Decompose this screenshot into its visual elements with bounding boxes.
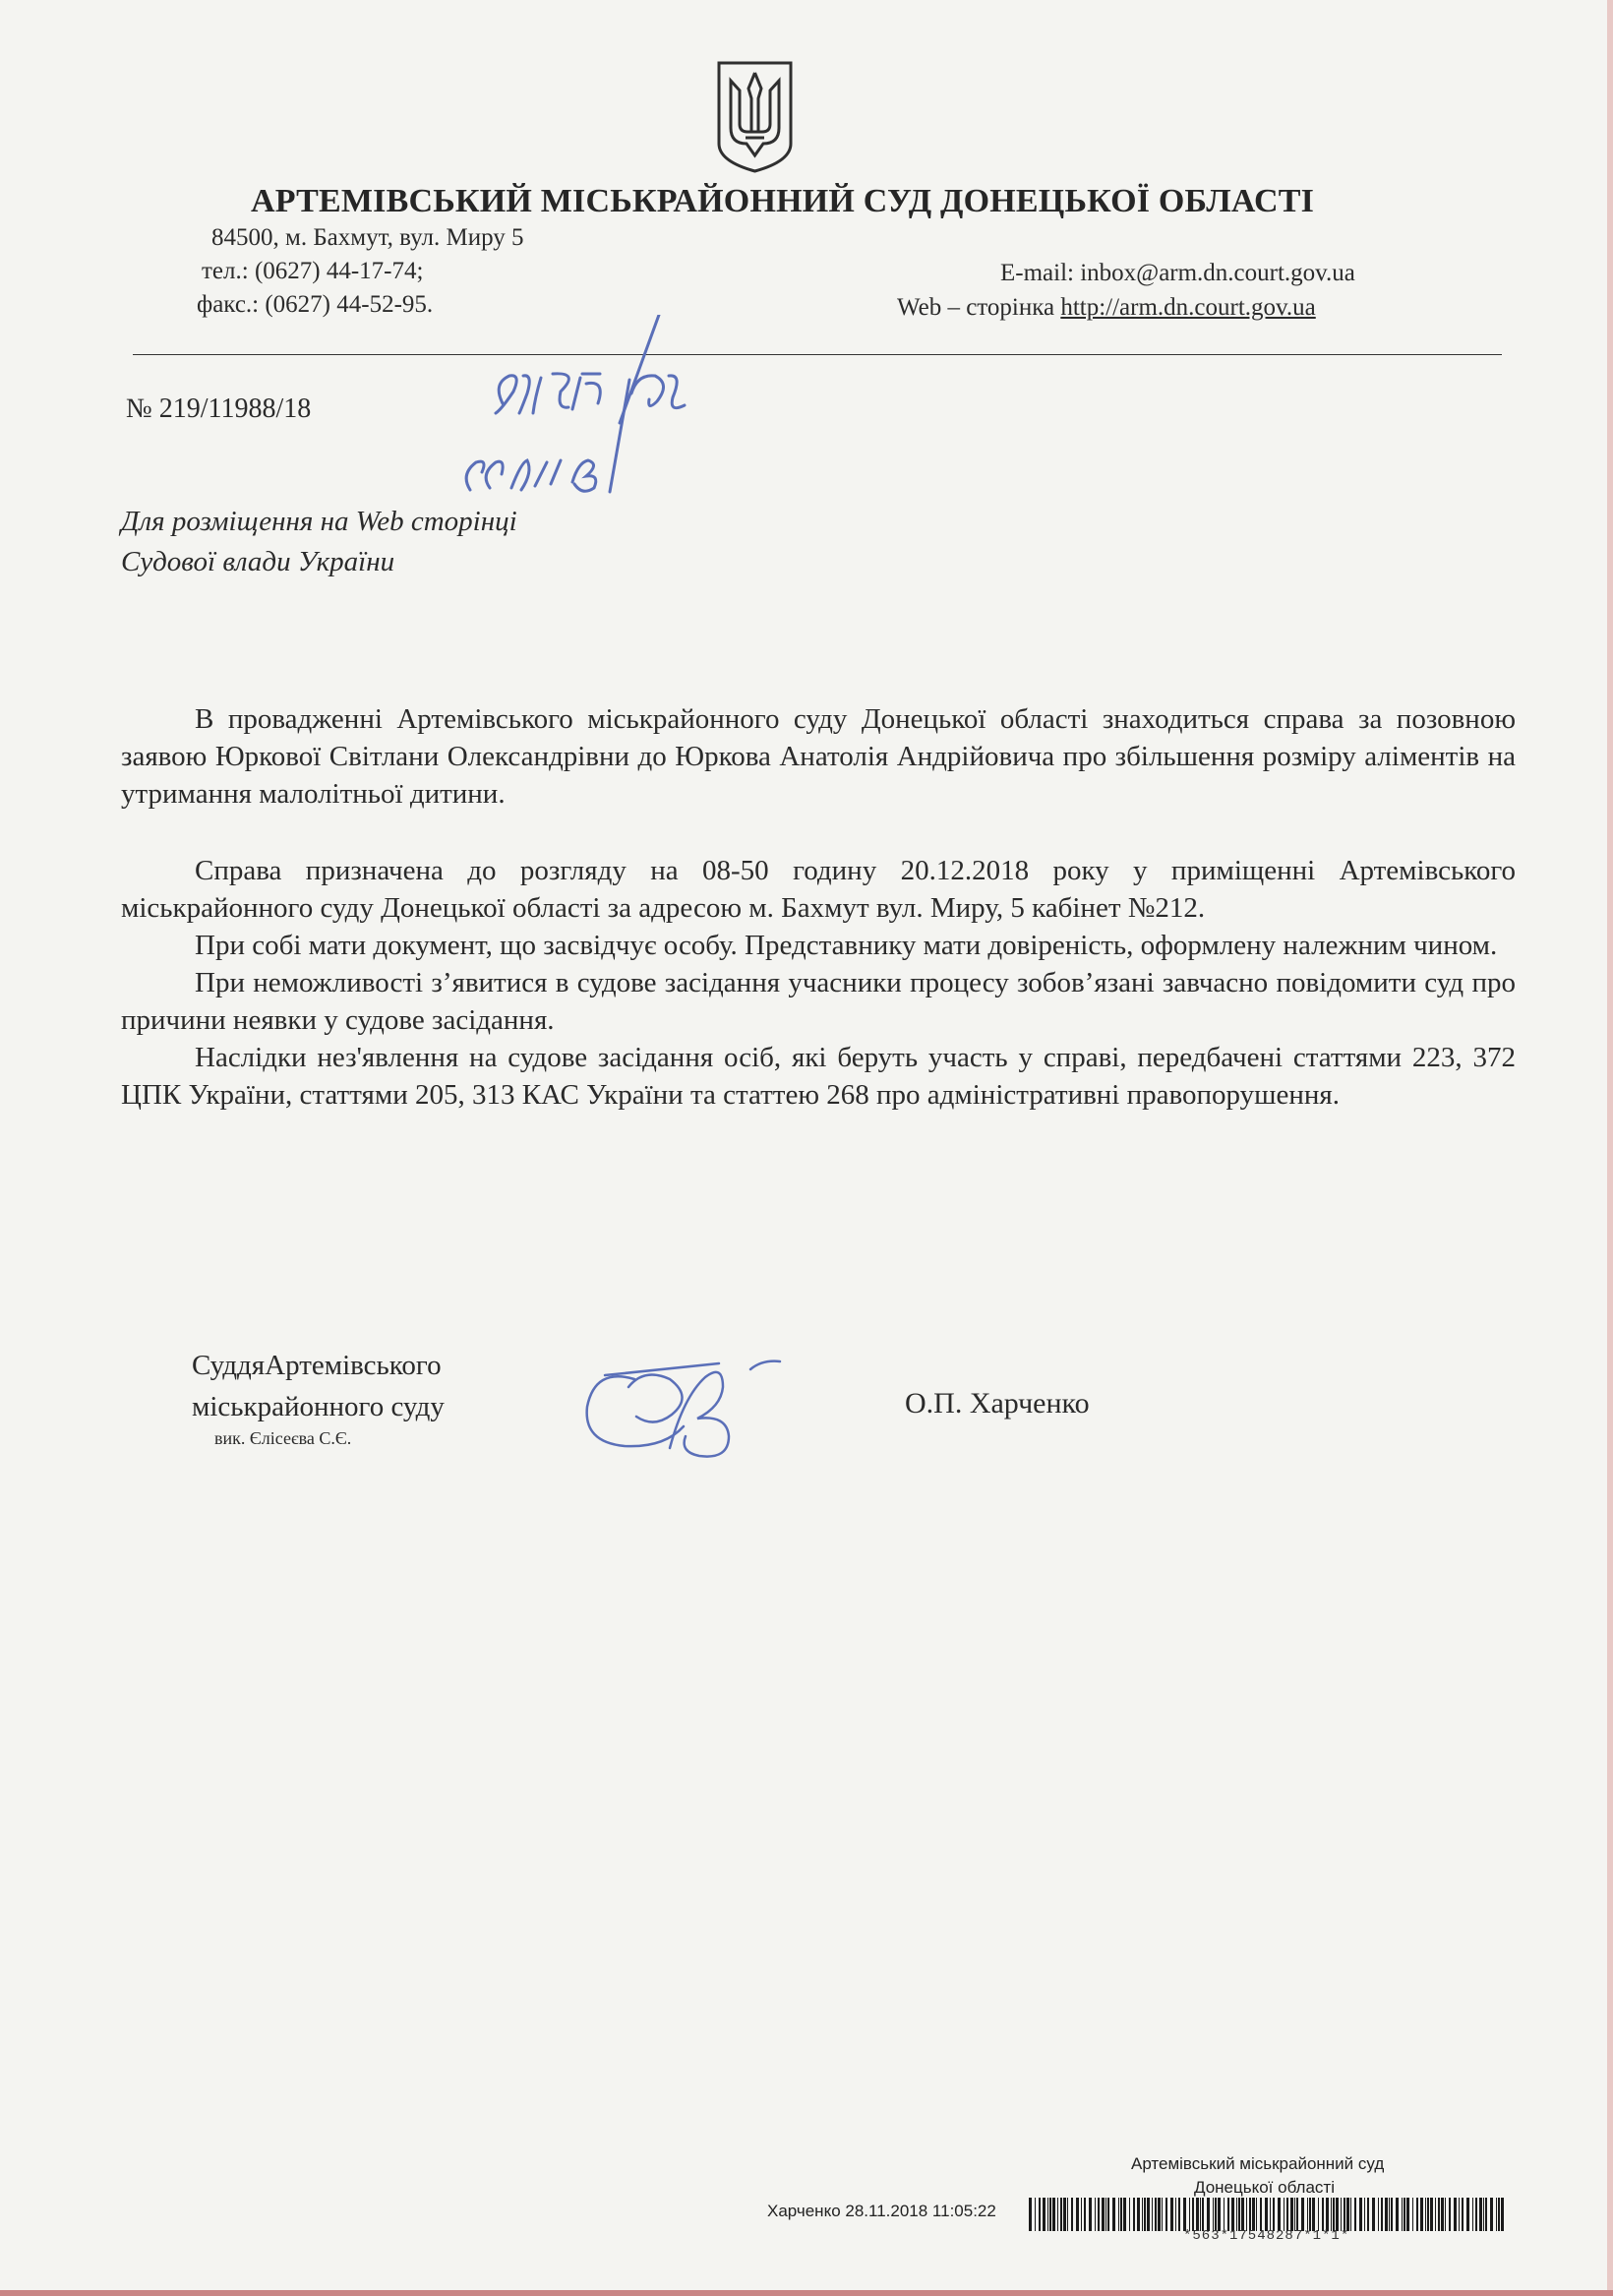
barcode-bar <box>1479 2198 1482 2231</box>
barcode-bar <box>1200 2198 1201 2231</box>
barcode-bar <box>1331 2198 1332 2231</box>
barcode-bar <box>1402 2198 1403 2231</box>
barcode-bar <box>1454 2198 1457 2231</box>
barcode-bar <box>1112 2198 1115 2231</box>
purpose-line-1: Для розміщення на Web сторінці <box>121 506 517 537</box>
barcode-bar <box>1047 2198 1048 2231</box>
barcode-bar <box>1309 2198 1311 2231</box>
barcode-bar <box>1307 2198 1308 2231</box>
barcode-bar <box>1391 2198 1393 2231</box>
barcode-bar <box>1286 2198 1288 2231</box>
notice-paragraph-1 <box>121 700 1516 813</box>
judge-name: О.П. Харченко <box>905 1387 1090 1420</box>
barcode-bar <box>1123 2198 1126 2231</box>
barcode-bar <box>1218 2198 1221 2231</box>
barcode-bar <box>1175 2198 1176 2231</box>
barcode-bar <box>1372 2198 1375 2231</box>
barcode-bar <box>1196 2198 1199 2231</box>
barcode-bar <box>1142 2198 1143 2231</box>
barcode-bar <box>1183 2198 1186 2231</box>
barcode-bar <box>1256 2198 1257 2231</box>
page-edge-bottom <box>0 2290 1613 2296</box>
signatory-title-line-1: СуддяАртемівського <box>192 1350 442 1381</box>
stamp-court-line-1: Артемівський міськрайонний суд <box>1131 2154 1385 2173</box>
barcode-bar <box>1137 2198 1140 2231</box>
barcode-bar <box>1107 2198 1109 2231</box>
barcode-bar <box>1441 2198 1444 2231</box>
barcode-bar <box>1406 2198 1409 2231</box>
barcode-bar <box>1336 2198 1339 2231</box>
barcode-bar <box>1089 2198 1092 2231</box>
barcode-bar <box>1381 2198 1383 2231</box>
barcode-bar <box>1472 2198 1473 2231</box>
barcode-bar <box>1483 2198 1484 2231</box>
handwritten-registration-mark <box>462 315 777 502</box>
purpose-line-2: Судової влади України <box>121 546 395 577</box>
signatory-title <box>192 1345 445 1427</box>
notice-consequences: Наслідки нез'явлення на судове засідання осіб, які беруть участь у справі, передбачені статтями 223, 372 ЦПК України, статтями 205, 313 КАС України та статтею 268 про адміністративні правопорушення. <box>121 1042 1516 1111</box>
barcode-bar <box>1165 2198 1167 2231</box>
barcode-bar <box>1260 2198 1262 2231</box>
barcode-bar <box>1095 2198 1096 2231</box>
barcode-bar <box>1213 2198 1214 2231</box>
barcode-bar <box>1318 2198 1319 2231</box>
signatory-title-line-2: міськрайонного суду <box>192 1391 445 1422</box>
handwritten-signature <box>575 1358 782 1476</box>
notice-case-description: В провадженні Артемівського міськрайонного суду Донецької області знаходиться справа за позовною заявою Юркової Світлани Олександрівни до Юркова Анатолія Андрійовича про збільшення розміру аліментів на утримання малолітньої дитини. <box>121 703 1516 810</box>
barcode-bar <box>1227 2198 1229 2231</box>
barcode-bar <box>1378 2198 1379 2231</box>
barcode-bar <box>1435 2198 1436 2231</box>
barcode-bar <box>1215 2198 1217 2231</box>
barcode-bar <box>1162 2198 1163 2231</box>
barcode-bar <box>1296 2198 1298 2231</box>
notice-hearing-time: Справа призначена до розгляду на 08-50 годину 20.12.2018 року у приміщенні Артемівського міськрайонного суду Донецької області за адресою м. Бахмут вул. Миру, 5 кабінет №212. <box>121 855 1516 924</box>
court-web <box>897 294 1316 322</box>
page-edge <box>1607 0 1613 2296</box>
barcode-bar <box>1158 2198 1161 2231</box>
barcode-bar <box>1246 2198 1247 2231</box>
notice-details <box>121 852 1516 1114</box>
barcode-bar <box>1071 2198 1073 2231</box>
barcode-bar <box>1133 2198 1135 2231</box>
barcode-bar <box>1043 2198 1045 2231</box>
barcode-bar <box>1060 2198 1062 2231</box>
document-barcode <box>1029 2198 1509 2231</box>
barcode-bar <box>1322 2198 1324 2231</box>
barcode-bar <box>1057 2198 1058 2231</box>
barcode-bar <box>1049 2198 1051 2231</box>
barcode-bar <box>1290 2198 1293 2231</box>
barcode-bar <box>1144 2198 1146 2231</box>
barcode-bar <box>1207 2198 1210 2231</box>
barcode-bar <box>1459 2198 1460 2231</box>
court-fax: факс.: (0627) 44-52-95. <box>197 291 434 318</box>
executor-note: вик. Єлісеєва С.Є. <box>214 1428 352 1448</box>
barcode-bar <box>1270 2198 1271 2231</box>
court-address: 84500, м. Бахмут, вул. Миру 5 <box>211 224 524 251</box>
barcode-bar <box>1490 2198 1493 2231</box>
stamp-signature-date: Харченко 28.11.2018 11:05:22 <box>767 2202 996 2220</box>
barcode-bar <box>1202 2198 1204 2231</box>
barcode-bar <box>1067 2198 1068 2231</box>
notice-absence: При неможливості з’явитися в судове засідання учасники процесу зобов’язані завчасно повідомити суд про причини неявки у судове засідання. <box>121 967 1516 1036</box>
barcode-bar <box>1385 2198 1388 2231</box>
barcode-bar <box>1238 2198 1240 2231</box>
barcode-bar <box>1029 2198 1032 2231</box>
barcode-bar <box>1425 2198 1426 2231</box>
barcode-bar <box>1445 2198 1446 2231</box>
court-name: АРТЕМІВСЬКИЙ МІСЬКРАЙОННИЙ СУД ДОНЕЦЬКОЇ ОБЛАСТІ <box>251 183 1315 219</box>
barcode-bar <box>1105 2198 1106 2231</box>
barcode-bar <box>1462 2198 1464 2231</box>
web-link[interactable]: http://arm.dn.court.gov.ua <box>1060 294 1316 321</box>
barcode-bar <box>1192 2198 1194 2231</box>
barcode-bar <box>1231 2198 1234 2231</box>
barcode-bar <box>1039 2198 1041 2231</box>
barcode-bar <box>1120 2198 1122 2231</box>
barcode-bar <box>1278 2198 1281 2231</box>
barcode-bar <box>1249 2198 1251 2231</box>
barcode-bar <box>1081 2198 1082 2231</box>
barcode-bar <box>1416 2198 1418 2231</box>
registration-number: № 219/11988/18 <box>126 393 312 424</box>
barcode-bar <box>1189 2198 1190 2231</box>
barcode-bar <box>1354 2198 1356 2231</box>
barcode-bar <box>1224 2198 1225 2231</box>
barcode-bar <box>1301 2198 1304 2231</box>
barcode-bar <box>1412 2198 1413 2231</box>
barcode-bar <box>1052 2198 1055 2231</box>
barcode-bar <box>1430 2198 1433 2231</box>
barcode-bar <box>1346 2198 1349 2231</box>
barcode-bar <box>1063 2198 1066 2231</box>
barcode-bar <box>1449 2198 1451 2231</box>
court-phone: тел.: (0627) 44-17-74; <box>202 258 424 284</box>
barcode-bar <box>1475 2198 1477 2231</box>
barcode-bar <box>1076 2198 1079 2231</box>
barcode-bar <box>1147 2198 1150 2231</box>
stamp-court-line-2: Донецької області <box>1194 2178 1335 2197</box>
barcode-bar <box>1236 2198 1237 2231</box>
barcode-bar <box>1252 2198 1255 2231</box>
barcode-bar <box>1420 2198 1423 2231</box>
barcode-bar <box>1178 2198 1180 2231</box>
barcode-bar <box>1427 2198 1429 2231</box>
barcode-bar <box>1389 2198 1390 2231</box>
barcode-bar <box>1466 2198 1469 2231</box>
barcode-bar <box>1341 2198 1342 2231</box>
barcode-bar <box>1098 2198 1100 2231</box>
barcode-bar <box>1501 2198 1504 2231</box>
coat-of-arms-icon <box>713 59 797 175</box>
web-label: Web – сторінка <box>897 294 1061 321</box>
barcode-bar <box>1170 2198 1173 2231</box>
barcode-bar <box>1102 2198 1105 2231</box>
barcode-bar <box>1155 2198 1157 2231</box>
barcode-bar <box>1312 2198 1315 2231</box>
barcode-digits: *563*17548287*1*1* <box>1183 2228 1350 2244</box>
barcode-bar <box>1496 2198 1497 2231</box>
barcode-bar <box>1498 2198 1500 2231</box>
barcode-bar <box>1438 2198 1440 2231</box>
document-purpose <box>121 502 517 582</box>
barcode-bar <box>1326 2198 1329 2231</box>
barcode-bar <box>1035 2198 1036 2231</box>
barcode-bar <box>1294 2198 1295 2231</box>
barcode-bar <box>1485 2198 1487 2231</box>
barcode-bar <box>1364 2198 1365 2231</box>
notice-identification: При собі мати документ, що засвідчує особу. Представнику мати довіреність, оформлену належним чином. <box>195 930 1498 961</box>
barcode-bar <box>1396 2198 1399 2231</box>
barcode-bar <box>1084 2198 1086 2231</box>
barcode-bar <box>1152 2198 1153 2231</box>
barcode-bar <box>1265 2198 1268 2231</box>
barcode-bar <box>1241 2198 1244 2231</box>
barcode-bar <box>1359 2198 1362 2231</box>
barcode-bar <box>1344 2198 1345 2231</box>
header-divider <box>133 354 1502 355</box>
barcode-bar <box>1333 2198 1335 2231</box>
court-email: E-mail: inbox@arm.dn.court.gov.ua <box>1000 260 1355 286</box>
barcode-bar <box>1118 2198 1119 2231</box>
barcode-bar <box>1367 2198 1369 2231</box>
barcode-bar <box>1404 2198 1405 2231</box>
barcode-bar <box>1273 2198 1275 2231</box>
barcode-bar <box>1350 2198 1351 2231</box>
barcode-bar <box>1129 2198 1130 2231</box>
